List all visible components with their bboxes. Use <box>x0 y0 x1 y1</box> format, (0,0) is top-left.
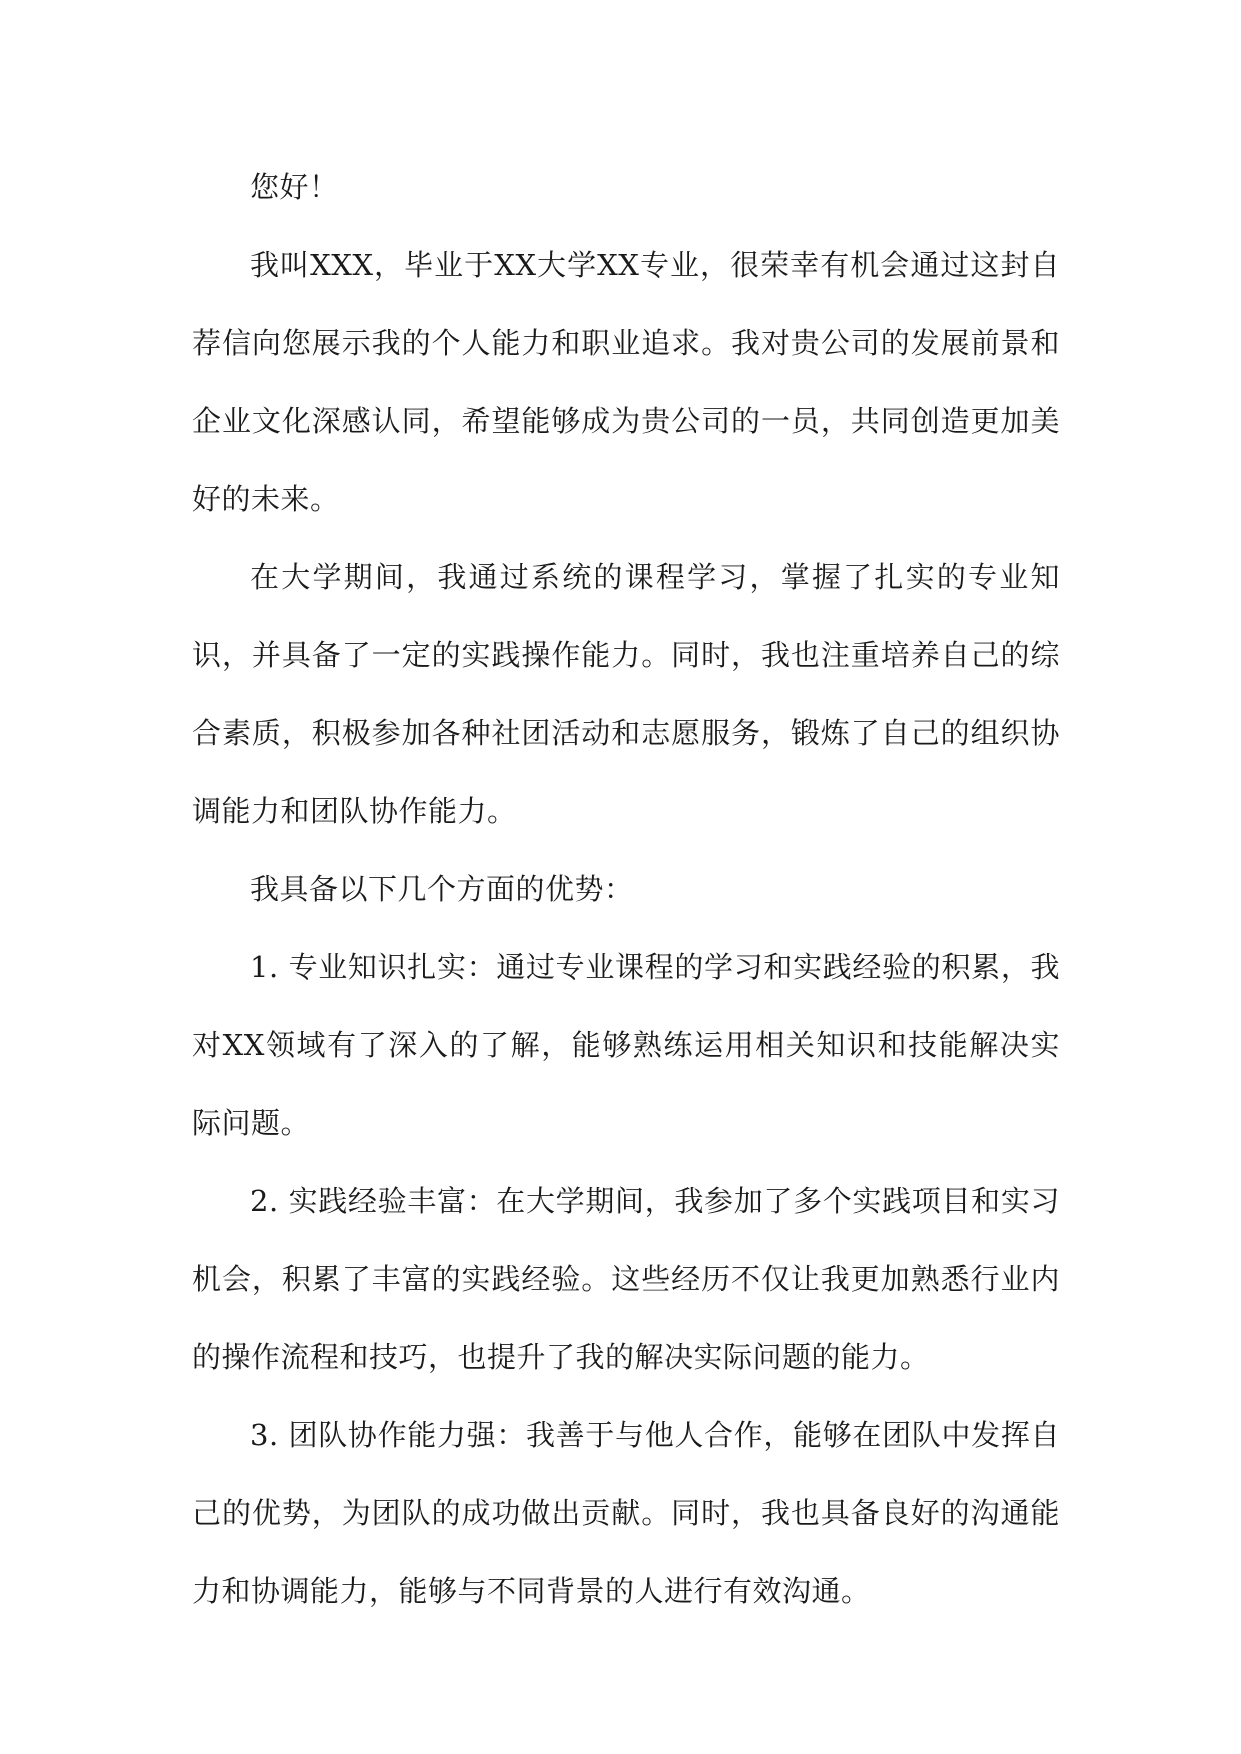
letter-greeting: 您好！ <box>250 170 339 204</box>
paragraph-university: 在大学期间，我通过系统的课程学习，掌握了扎实的专业知识，并具备了一定的实践操作能力。同时，我也注重培养自己的综合素质，积极参加各种社团活动和志愿服务，锻炼了自己的组织协调能力和团队协作能力。 <box>192 560 1060 828</box>
letter-body <box>192 148 1060 1630</box>
paragraph-introduction: 我叫XXX，毕业于XX大学XX专业，很荣幸有机会通过这封自荐信向您展示我的个人能力和职业追求。我对贵公司的发展前景和企业文化深感认同，希望能够成为贵公司的一员，共同创造更加美好的未来。 <box>192 248 1060 516</box>
list-item-knowledge: 1. 专业知识扎实：通过专业课程的学习和实践经验的积累，我对XX领域有了深入的了解，能够熟练运用相关知识和技能解决实际问题。 <box>192 950 1060 1140</box>
paragraph-advantages-intro: 我具备以下几个方面的优势： <box>250 872 634 906</box>
list-item-experience: 2. 实践经验丰富：在大学期间，我参加了多个实践项目和实习机会，积累了丰富的实践经验。这些经历不仅让我更加熟悉行业内的操作流程和技巧，也提升了我的解决实际问题的能力。 <box>192 1184 1060 1374</box>
list-item-teamwork: 3. 团队协作能力强：我善于与他人合作，能够在团队中发挥自己的优势，为团队的成功做出贡献。同时，我也具备良好的沟通能力和协调能力，能够与不同背景的人进行有效沟通。 <box>192 1418 1060 1608</box>
